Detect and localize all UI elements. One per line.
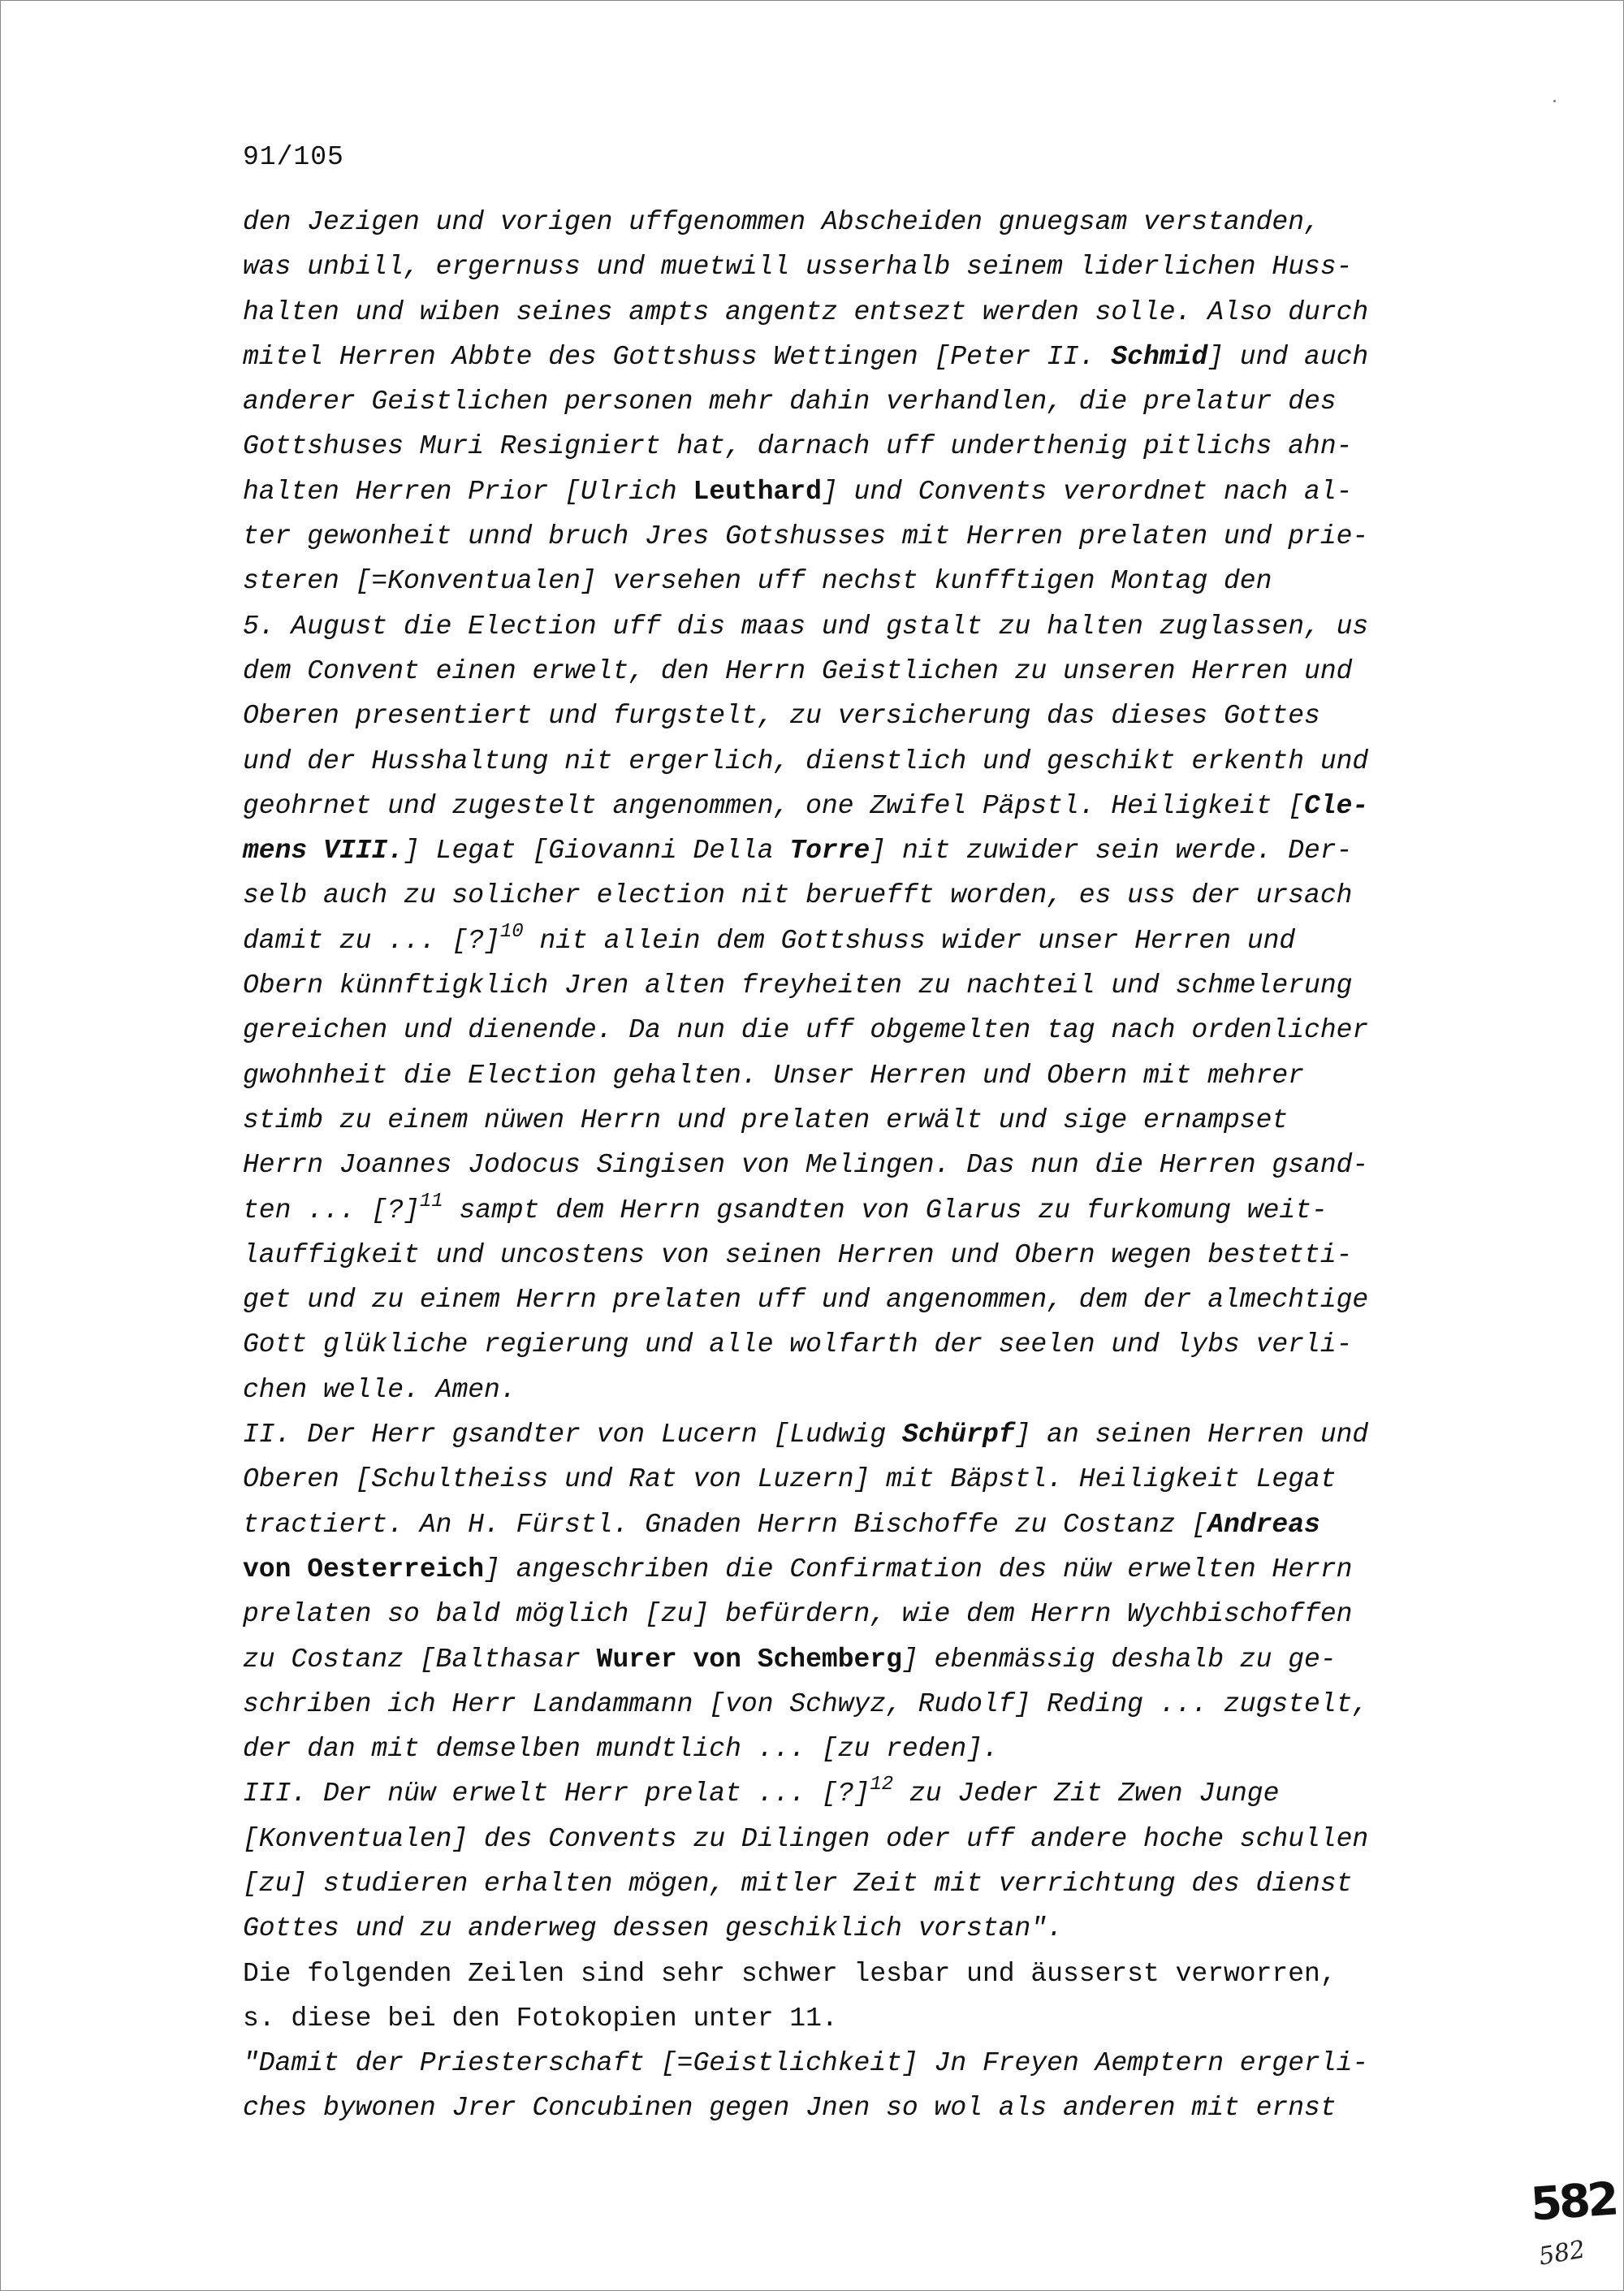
footnote-marker: 10 — [499, 920, 524, 943]
text-line: Oberen presentiert und furgstelt, zu versicherung das dieses Gottes — [243, 701, 1320, 732]
text-span: mitel Herren Abbte des Gottshuss Wettingen [Peter II. — [243, 341, 1112, 372]
person-name: Cle- — [1304, 790, 1369, 821]
person-name: Leuthard — [693, 476, 822, 507]
editor-note-line: Die folgenden Zeilen sind sehr schwer lesbar und äusserst verworren, — [243, 1958, 1337, 1989]
text-line: selb auch zu solicher election nit beruefft worden, es uss der ursach — [243, 880, 1353, 911]
text-line: halten und wiben seines ampts angentz entsezt werden solle. Also durch — [243, 296, 1369, 327]
page-reference: 91/105 — [243, 142, 344, 172]
text-line — [243, 919, 1574, 963]
text-line — [243, 1412, 1574, 1457]
text-line — [243, 1771, 1574, 1816]
text-span: damit zu ... [?] — [243, 925, 500, 956]
text-line: den Jezigen und vorigen uffgenommen Abscheiden gnuegsam verstanden, — [243, 207, 1320, 237]
scan-speck — [1553, 100, 1556, 102]
text-line — [243, 784, 1574, 828]
text-span: zu Costanz [Balthasar — [243, 1644, 597, 1675]
handwritten-page-number-small: 582 — [1536, 2235, 1587, 2272]
text-line — [243, 469, 1574, 514]
person-name: Schürpf — [901, 1420, 1015, 1450]
text-line: und der Husshaltung nit ergerlich, dienstlich und geschikt erkenth und — [243, 746, 1369, 776]
person-name: Schmid — [1111, 341, 1208, 372]
text-span: geohrnet und zugestelt angenommen, one Zwifel Päpstl. Heiligkeit [ — [243, 790, 1305, 821]
text-line: lauffigkeit und uncostens von seinen Herren und Obern wegen bestetti- — [243, 1239, 1353, 1270]
text-line: anderer Geistlichen personen mehr dahin verhandlen, die prelatur des — [243, 387, 1337, 417]
person-name: mens VIII. — [243, 836, 404, 867]
text-line: Gottes und zu anderweg dessen geschiklich vorstan". — [243, 1913, 1063, 1944]
text-span: zu Jeder Zit Zwen Junge — [893, 1779, 1280, 1809]
text-line: 5. August die Election uff dis maas und gstalt zu halten zuglassen, us — [243, 611, 1369, 642]
text-line: "Damit der Priesterschaft [=Geistlichkeit] Jn Freyen Aemptern ergerli- — [243, 2048, 1369, 2079]
text-span: ] angeschriben die Confirmation des nüw erwelten Herrn — [484, 1554, 1353, 1584]
text-span: halten Herren Prior [Ulrich — [243, 476, 693, 507]
text-line: [Konventualen] des Convents zu Dilingen oder uff andere hoche schullen — [243, 1823, 1369, 1854]
text-line: stimb zu einem nüwen Herrn und prelaten erwält und sige ernampset — [243, 1104, 1289, 1135]
text-line: steren [=Konventualen] versehen uff nechst kunfftigen Montag den — [243, 566, 1272, 597]
person-name: Torre — [789, 836, 870, 867]
text-line: gwohnheit die Election gehalten. Unser Herren und Obern mit mehrer — [243, 1060, 1305, 1091]
text-line: der dan mit demselben mundtlich ... [zu reden]. — [243, 1734, 999, 1765]
text-line: ches bywonen Jrer Concubinen gegen Jnen so wol als anderen mit ernst — [243, 2093, 1337, 2124]
text-line: Oberen [Schultheiss und Rat von Luzern] mit Bäpstl. Heiligkeit Legat — [243, 1464, 1337, 1495]
text-line: schriben ich Herr Landammann [von Schwyz, Rudolf] Reding ... zugstelt, — [243, 1688, 1369, 1719]
text-line: was unbill, ergernuss und muetwill usserhalb seinem liderlichen Huss- — [243, 252, 1353, 283]
text-line — [243, 1502, 1574, 1547]
text-line: prelaten so bald möglich [zu] befürdern, wie dem Herrn Wychbischoffen — [243, 1599, 1353, 1630]
text-line: gereichen und dienende. Da nun die uff obgemelten tag nach ordenlicher — [243, 1015, 1369, 1046]
person-name: von Oesterreich — [243, 1554, 485, 1584]
text-span: nit allein dem Gottshuss wider unser Herren und — [523, 925, 1296, 956]
text-span: ] und auch — [1207, 341, 1369, 372]
text-span: tractiert. An H. Fürstl. Gnaden Herrn Bischoffe zu Costanz [ — [243, 1509, 1208, 1540]
text-span: ] nit zuwider sein werde. Der- — [870, 836, 1353, 867]
person-name: Wurer von Schemberg — [596, 1644, 902, 1675]
text-line: get und zu einem Herrn prelaten uff und angenommen, dem der almechtige — [243, 1285, 1369, 1316]
editor-note-line: s. diese bei den Fotokopien unter 11. — [243, 2003, 838, 2034]
text-line: dem Convent einen erwelt, den Herrn Geistlichen zu unseren Herren und — [243, 655, 1353, 686]
text-span: ] und Convents verordnet nach al- — [821, 476, 1353, 507]
footnote-marker: 11 — [419, 1190, 443, 1213]
text-span: sampt dem Herrn gsandten von Glarus zu furkomung weit- — [443, 1195, 1328, 1225]
text-line: Gott glükliche regierung und alle wolfarth der seelen und lybs verli- — [243, 1329, 1353, 1360]
text-line: Herrn Joannes Jodocus Singisen von Melingen. Das nun die Herren gsand- — [243, 1150, 1369, 1181]
footnote-marker: 12 — [870, 1774, 894, 1796]
text-span: II. Der Herr gsandter von Lucern [Ludwig — [243, 1420, 902, 1450]
text-span: ] ebenmässig deshalb zu ge- — [901, 1644, 1337, 1675]
text-span: ten ... [?] — [243, 1195, 420, 1225]
text-line — [243, 1637, 1574, 1682]
transcription-body — [243, 200, 1574, 2131]
text-line: ter gewonheit unnd bruch Jres Gotshusses mit Herren prelaten und prie- — [243, 521, 1369, 552]
text-line: Obern künnftigklich Jren alten freyheiten zu nachteil und schmelerung — [243, 970, 1353, 1001]
text-line: Gottshuses Muri Resigniert hat, darnach uff underthenig pitlichs ahn- — [243, 431, 1353, 462]
handwritten-page-number: 582 — [1528, 2172, 1618, 2232]
person-name: Andreas — [1207, 1509, 1320, 1540]
text-span: ] an seinen Herren und — [1014, 1420, 1369, 1450]
text-span: ] Legat [Giovanni Della — [404, 836, 790, 867]
text-span: III. Der nüw erwelt Herr prelat ... [?] — [243, 1779, 870, 1809]
text-line — [243, 828, 1574, 873]
text-line — [243, 335, 1574, 379]
text-line: chen welle. Amen. — [243, 1374, 516, 1405]
text-line — [243, 1188, 1574, 1233]
text-line: [zu] studieren erhalten mögen, mitler Zeit mit verrichtung des dienst — [243, 1868, 1353, 1899]
text-line — [243, 1547, 1574, 1592]
